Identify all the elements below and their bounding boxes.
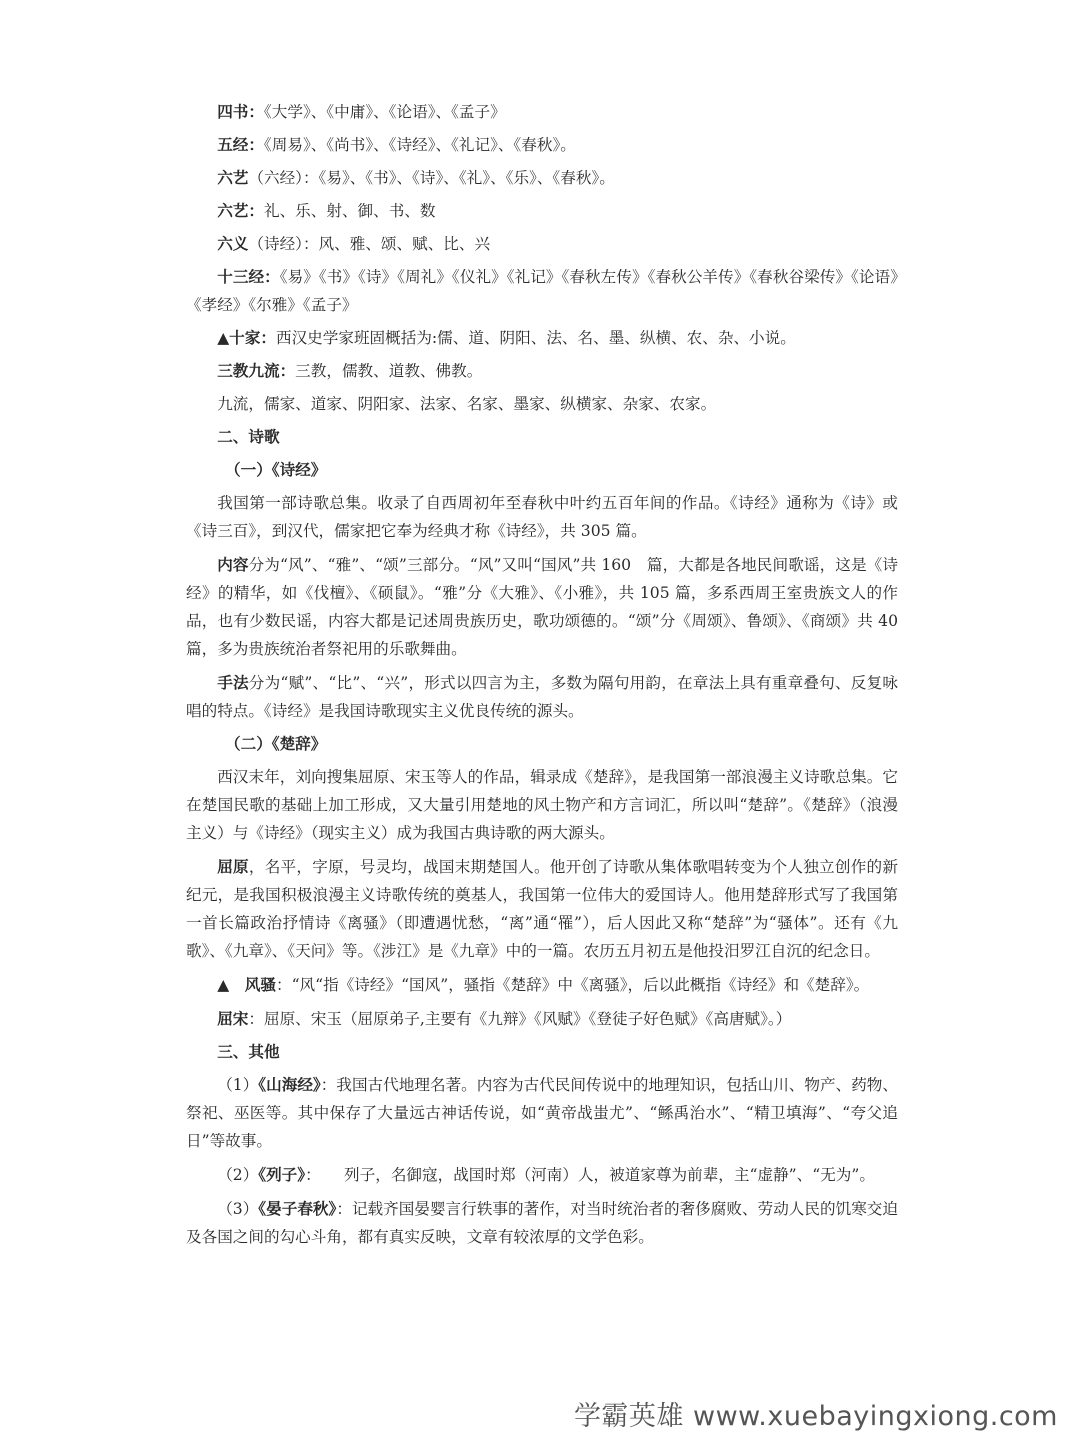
line-label: 五经： <box>217 135 264 154</box>
paragraph-liezi <box>186 1161 898 1189</box>
paragraph-yanzi <box>186 1195 898 1251</box>
footer-watermark: 学霸英雄 www.xuebayingxiong.com <box>573 1401 1058 1432</box>
paragraph-text: 分为“赋”、“比”、“兴”，形式以四言为主，多数为隔句用韵，在章法上具有重章叠句、反复咏唱的特点。《诗经》是我国诗歌现实主义优良传统的源头。 <box>186 674 898 720</box>
line-sishu <box>186 98 898 126</box>
line-text: 礼、乐、射、御、书、数 <box>263 202 436 220</box>
paragraph-label: 屈原 <box>217 857 249 876</box>
item-text: ：我国古代地理名著。内容为古代民间传说中的地理知识，包括山川、物产、药物、祭祀、巫医等。其中保存了大量远古神话传说，如“黄帝战蚩尤”、“鲧禹治水”、“精卫填海”、“夸父追日”等故事。 <box>186 1076 899 1150</box>
line-text: 《大学》、《中庸》、《论语》、《孟子》 <box>263 103 506 121</box>
paragraph-label: ▲ 风骚 <box>217 975 276 994</box>
line-text: （六经）：《易》、《书》、《诗》、《礼》、《乐》、《春秋》。 <box>248 169 615 187</box>
document-body <box>186 98 914 1251</box>
line-text: （诗经）：风、雅、颂、赋、比、兴 <box>248 235 491 253</box>
paragraph-label: 手法 <box>217 673 249 692</box>
paragraph-qusong <box>186 1005 898 1033</box>
line-text: 三教，儒教、道教、佛教。 <box>295 362 483 380</box>
paragraph-quyuan <box>186 853 898 965</box>
line-text: 《易》《书》《诗》《周礼》《仪礼》《礼记》《春秋左传》《春秋公羊传》《春秋谷梁传》《论语》《孝经》《尔雅》《孟子》 <box>186 268 898 314</box>
item-title: 《山海经》 <box>258 1075 321 1094</box>
paragraph-shijing-technique <box>186 669 898 725</box>
paragraph-shijing-intro: 我国第一部诗歌总集。收录了自西周初年至春秋中叶约五百年间的作品。《诗经》通称为《诗》或《诗三百》，到汉代，儒家把它奉为经典才称《诗经》，共 305 篇。 <box>186 494 898 540</box>
subheading-chuci: （二）《楚辞》 <box>225 734 327 753</box>
paragraph-chuci-intro: 西汉末年，刘向搜集屈原、宋玉等人的作品，辑录成《楚辞》，是我国第一部浪漫主义诗歌总集。它在楚国民歌的基础上加工形成，又大量引用楚地的风土物产和方言词汇，所以叫“楚辞”。《楚辞》（浪漫主义）与《诗经》（现实主义）成为我国古典诗歌的两大源头。 <box>186 768 898 842</box>
line-shisanjing <box>186 263 898 319</box>
item-number: （2） <box>217 1166 259 1184</box>
section-heading-others: 三、其他 <box>217 1042 280 1061</box>
paragraph-shanhaijing <box>186 1071 898 1155</box>
paragraph-label: 内容 <box>217 555 249 574</box>
item-number: （3） <box>217 1200 259 1218</box>
paragraph-text: ：屈原、宋玉（屈原弟子,主要有《九辩》《风赋》《登徒子好色赋》《高唐赋》。） <box>248 1010 792 1028</box>
line-jiuliu <box>186 390 898 418</box>
line-label: 六艺： <box>217 201 264 220</box>
paragraph-fengsao <box>186 971 898 999</box>
line-label: 十三经： <box>217 267 280 286</box>
line-liuyi-shijing <box>186 230 898 258</box>
line-label: 六艺 <box>217 168 249 187</box>
paragraph-text: 分为“风”、“雅”、“颂”三部分。“风”又叫“国风”共 160 篇，大都是各地民间歌谣，这是《诗经》的精华，如《伐檀》、《硕鼠》。“雅”分《大雅》、《小雅》，共 105 篇，多系西周王室贵族文人的作品，也有少数民谣，内容大都是记述周贵族历史，歌功颂德的。“颂”分《周颂》、鲁颂》、《商颂》共 40 篇，多为贵族统治者祭祀用的乐歌舞曲。 <box>186 556 914 658</box>
paragraph-label: 屈宋 <box>217 1009 249 1028</box>
item-title: 《列子》 <box>258 1165 306 1184</box>
line-shijia <box>186 324 898 352</box>
item-number: （1） <box>217 1076 259 1094</box>
subheading-shijing: （一）《诗经》 <box>225 460 327 479</box>
line-label: 六义 <box>217 234 249 253</box>
line-text: 《周易》、《尚书》、《诗经》、《礼记》、《春秋》。 <box>263 136 576 154</box>
line-wujing <box>186 131 898 159</box>
line-label: ▲十家： <box>217 328 276 347</box>
line-text: 西汉史学家班固概括为:儒、道、阴阳、法、名、墨、纵横、农、杂、小说。 <box>275 329 796 347</box>
section-heading-poetry: 二、诗歌 <box>217 427 280 446</box>
paragraph-shijing-content <box>186 551 914 663</box>
item-text: ： 列子，名御寇，战国时郑（河南）人，被道家尊为前辈，主“虚静”、“无为”。 <box>305 1166 875 1184</box>
paragraph-text: ：“风“指《诗经》“国风”，骚指《楚辞》中《离骚》，后以此概指《诗经》和《楚辞》。 <box>275 976 870 994</box>
item-text: ：记载齐国晏婴言行轶事的著作，对当时统治者的奢侈腐败、劳动人民的饥寒交迫及各国之间的勾心斗角，都有真实反映，文章有较浓厚的文学色彩。 <box>186 1200 898 1246</box>
line-label: 三教九流： <box>217 361 296 380</box>
item-title: 《晏子春秋》 <box>258 1199 337 1218</box>
paragraph-text: ，名平，字原，号灵均，战国末期楚国人。他开创了诗歌从集体歌唱转变为个人独立创作的新纪元，是我国积极浪漫主义诗歌传统的奠基人，我国第一位伟大的爱国诗人。他用楚辞形式写了我国第一首长篇政治抒情诗《离骚》（即遭遇忧愁，“离”通“罹”），后人因此又称“楚辞”为“骚体”。还有《九歌》、《九章》、《天问》等。《涉江》是《九章》中的一篇。农历五月初五是他投汨罗江自沉的纪念日。 <box>186 858 898 960</box>
line-liuyi-liujing <box>186 164 898 192</box>
line-text: 九流，儒家、道家、阴阳家、法家、名家、墨家、纵横家、杂家、农家。 <box>217 395 717 413</box>
line-sanjiao <box>186 357 898 385</box>
line-liuyi <box>186 197 898 225</box>
line-label: 四书： <box>217 102 264 121</box>
